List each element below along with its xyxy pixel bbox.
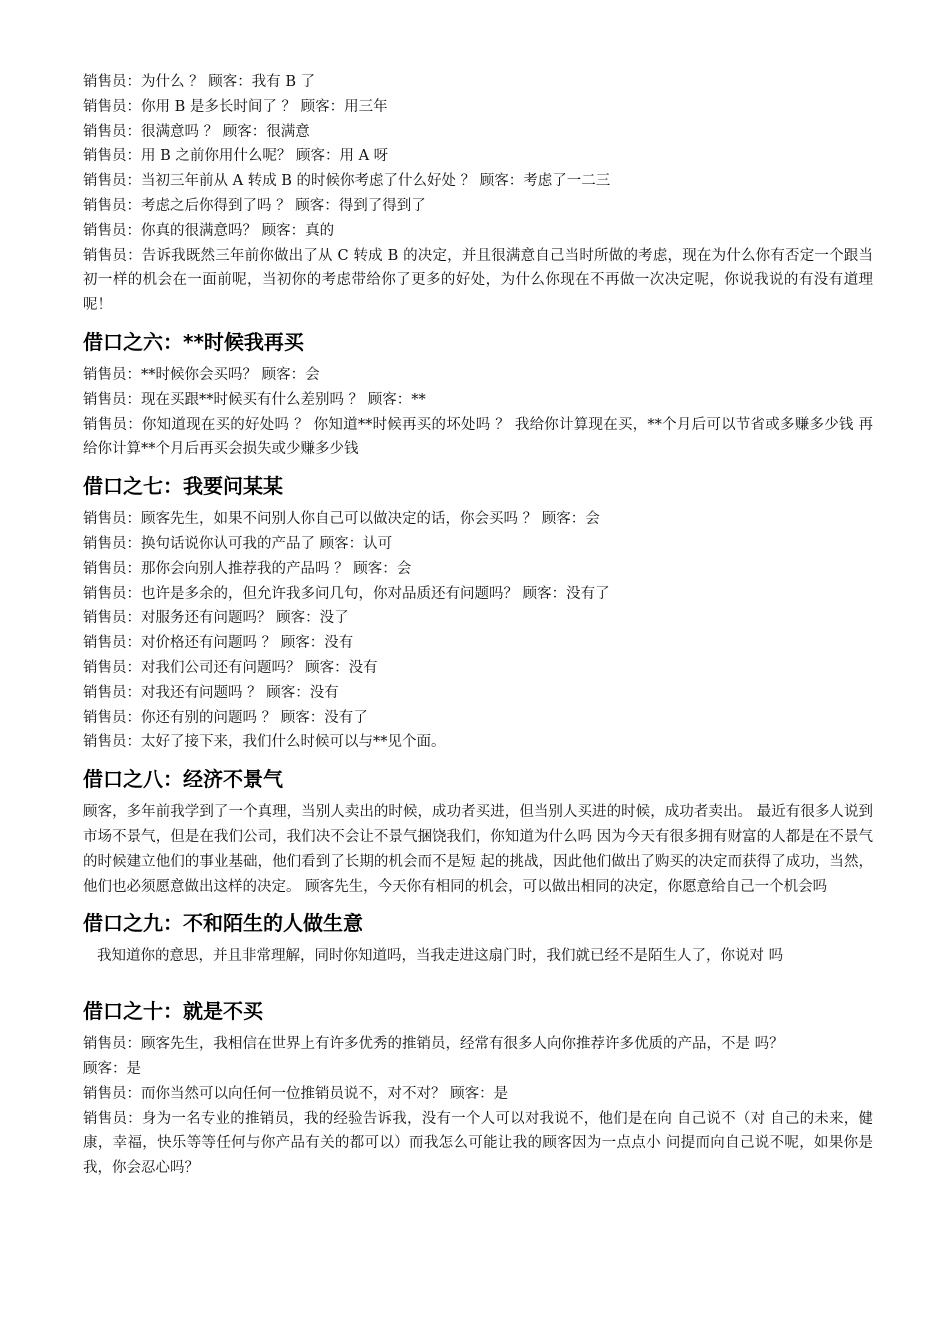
intro-dialogue xyxy=(83,70,873,318)
section-paragraph: 顾客，多年前我学到了一个真理，当别人卖出的时候，成功者买进，但当别人买进的时候，成功者卖出。 最近有很多人说到市场不景气，但是在我们公司，我们决不会让不景气捆饶我们，你知道为什么吗 因为今天有很多拥有财富的人都是在不景气的时候建立他们的事业基础，他们看到了长期的机会而不是短 起的挑战，因此他们做出了购买的决定而获得了成功，当然，他们也必须愿意做出这样的决定。 顾客先生，今天你有相同的机会，可以做出相同的决定，你愿意给自己一个机会吗 xyxy=(83,804,873,895)
section-excuse-8 xyxy=(83,765,873,899)
dialogue-line: 销售员：你用 B 是多长时间了 ？ 顾客：用三年 xyxy=(83,98,388,115)
dialogue-line: 销售员：那你会向别人推荐我的产品吗 ？ 顾客：会 xyxy=(83,560,412,577)
dialogue-line: 顾客：是 xyxy=(83,1060,141,1077)
dialogue-line: 销售员：对我们公司还有问题吗？ 顾客：没有 xyxy=(83,659,378,676)
section-excuse-7 xyxy=(83,472,873,755)
dialogue-paragraph: 销售员：顾客先生，我相信在世界上有许多优秀的推销员，经常有很多人向你推荐许多优质的产品，不是 吗？ xyxy=(83,1036,784,1053)
document-page xyxy=(83,70,873,1181)
dialogue-line: 销售员：换句话说你认可我的产品了 顾客：认可 xyxy=(83,535,393,552)
section-heading: 借口之九：不和陌生的人做生意 xyxy=(83,911,363,936)
dialogue-line: 销售员：现在买跟**时候买有什么差别吗 ？ 顾客：** xyxy=(83,391,426,408)
section-excuse-10 xyxy=(83,997,873,1181)
dialogue-line: 销售员：为什么 ？ 顾客：我有 B 了 xyxy=(83,74,316,90)
dialogue-line: 销售员：太好了接下来，我们什么时候可以与**见个面。 xyxy=(83,734,446,751)
section-paragraph: 我知道你的意思，并且非常理解，同时你知道吗，当我走进这扇门时，我们就已经不是陌生人了，你说对 吗 xyxy=(97,948,784,965)
dialogue-line: 销售员：而你当然可以向任何一位推销员说不，对不对？ 顾客：是 xyxy=(83,1085,509,1102)
section-excuse-9 xyxy=(83,909,873,969)
dialogue-paragraph: 销售员：身为一名专业的推销员，我的经验告诉我，没有一个人可以对我说不，他们是在向 自己说不（对 自己的未来，健康，幸福，快乐等等任何与你产品有关的都可以）而我怎么可能让我的顾客因为一点点小 问提而向自己说不呢，如果你是我，你会忍心吗？ xyxy=(83,1110,873,1177)
section-excuse-6 xyxy=(83,328,873,462)
section-heading: 借口之十：就是不买 xyxy=(83,999,263,1024)
dialogue-line: 销售员：你还有别的问题吗 ？ 顾客：没有了 xyxy=(83,709,368,726)
dialogue-line: 销售员：对服务还有问题吗？ 顾客：没了 xyxy=(83,610,349,627)
dialogue-line: 销售员：对我还有问题吗 ？ 顾客：没有 xyxy=(83,684,339,701)
dialogue-line: 销售员：用 B 之前你用什么呢？ 顾客：用 A 呀 xyxy=(83,148,389,165)
dialogue-paragraph: 销售员：告诉我既然三年前你做出了从 C 转成 B 的决定，并且很满意自己当时所做的考虑，现在为什么你有否定一个跟当初一样的机会在一面前呢，当初你的考虑带给你了更多的好处，为什么你现在不再做一次决定呢，你说我说的有没有道理呢！ xyxy=(83,247,873,314)
dialogue-line: 销售员：顾客先生，如果不问别人你自己可以做决定的话，你会买吗 ？ 顾客：会 xyxy=(83,511,600,528)
section-heading: 借口之八：经济不景气 xyxy=(83,767,283,792)
dialogue-line: 销售员：也许是多余的，但允许我多问几句，你对品质还有问题吗？ 顾客：没有了 xyxy=(83,585,610,602)
dialogue-line: 销售员：你真的很满意吗？ 顾客：真的 xyxy=(83,222,335,239)
dialogue-paragraph: 销售员：你知道现在买的好处吗 ？ 你知道**时候再买的坏处吗 ？ 我给你计算现在买，**个月后可以节省或多赚多少钱 再给你计算**个月后再买会损失或少赚多少钱 xyxy=(83,416,873,458)
dialogue-line: 销售员：对价格还有问题吗 ？ 顾客：没有 xyxy=(83,635,354,652)
section-heading: 借口之七：我要问某某 xyxy=(83,474,283,499)
dialogue-line: 销售员：考虑之后你得到了吗 ？ 顾客：得到了得到了 xyxy=(83,197,426,214)
dialogue-line: 销售员：当初三年前从 A 转成 B 的时候你考虑了什么好处 ？ 顾客：考虑了一二三 xyxy=(83,173,611,190)
dialogue-line: 销售员：很满意吗 ？ 顾客：很满意 xyxy=(83,123,310,140)
dialogue-line: 销售员：**时候你会买吗？ 顾客：会 xyxy=(83,366,320,383)
section-heading: 借口之六：**时候我再买 xyxy=(83,329,304,354)
